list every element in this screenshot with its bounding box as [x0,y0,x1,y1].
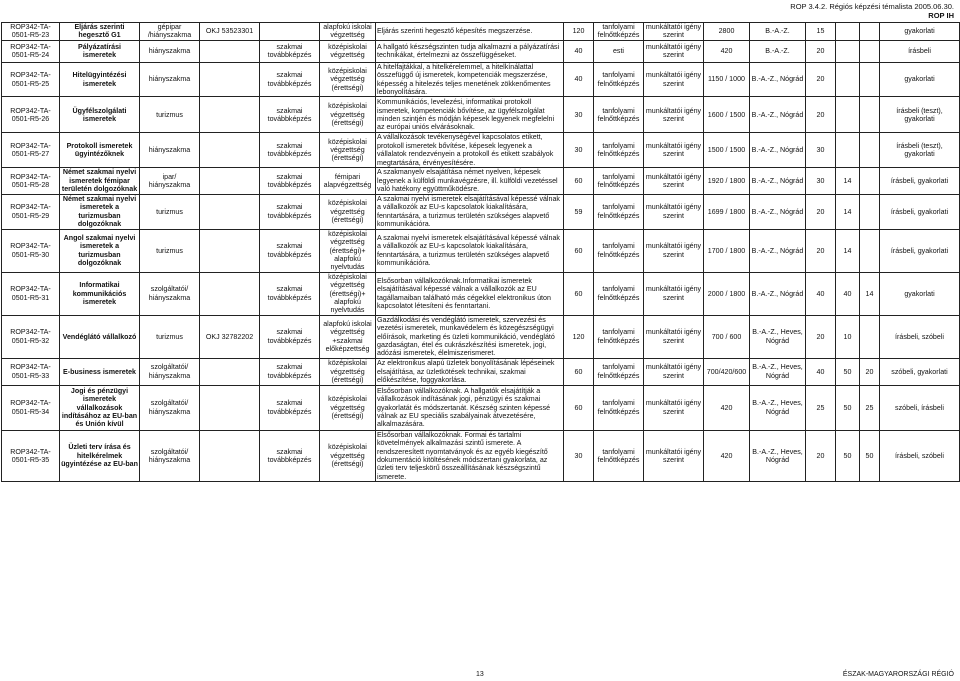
table-row [2,272,960,315]
cell-okj [200,385,260,430]
cell-value-2: 50 [836,358,860,385]
cell-need: munkáltatói igény szerint [644,133,704,168]
table-row [2,133,960,168]
cell-form: tanfolyami felnőttképzés [594,62,644,97]
cell-value-2 [836,97,860,133]
cell-groups: 40 [806,272,836,315]
table-row [2,430,960,481]
cell-headcount: 700/420/600 [704,358,750,385]
cell-county: B.-A.-Z. [750,40,806,62]
cell-groups: 15 [806,23,836,41]
cell-exam: gyakorlati [880,62,960,97]
cell-okj [200,62,260,97]
cell-description: Elsősorban vállalkozóknak. A hallgatók elsajátítják a vállalkozások indításának jogi, pénzügyi és szakmai gyakorlatát és módszertanát. Készség szinten képessé válnak az EU speciális szabályainak átvezetésére, alkalmazására. [376,385,564,430]
cell-prereq: középiskolai végzettség (érettségi) [320,62,376,97]
cell-prereq: alapfokú iskolai végzettség [320,23,376,41]
cell-type: szakmai továbbképzés [260,133,320,168]
cell-description: Az elektronikus alapú üzletek bonyolításának lépéseinek elsajátítása, az üzletkötések technikai, szakmai előkészítése, foggyakorlása. [376,358,564,385]
cell-okj [200,40,260,62]
cell-need: munkáltatói igény szerint [644,62,704,97]
cell-groups: 20 [806,97,836,133]
cell-name: Eljárás szerinti hegesztő G1 [60,23,140,41]
cell-type: szakmai továbbképzés [260,195,320,230]
cell-prereq: középiskolai végzettség (érettségi) [320,358,376,385]
cell-need: munkáltatói igény szerint [644,97,704,133]
cell-headcount: 1700 / 1800 [704,229,750,272]
cell-id: ROP342-TA-0501-R5-31 [2,272,60,315]
cell-exam: írásbeli, szóbeli [880,430,960,481]
cell-description: A szakmanyelv elsajátítása német nyelven, képesek legyenek a külföldi munkavégzésre, ill. külföldi vezetéssel való hatékony együttműködésre. [376,168,564,195]
cell-value-3 [860,62,880,97]
cell-branch: hiányszakma [140,40,200,62]
cell-prereq: alapfokú iskolai végzettség +szakmai előképzettség [320,315,376,358]
cell-type: szakmai továbbképzés [260,62,320,97]
cell-need: munkáltatói igény szerint [644,358,704,385]
cell-hours: 60 [564,272,594,315]
cell-value-3: 25 [860,385,880,430]
cell-type: szakmai továbbképzés [260,315,320,358]
cell-groups: 30 [806,133,836,168]
cell-hours: 40 [564,40,594,62]
cell-name: Hitelügyintézési ismeretek [60,62,140,97]
cell-name: E-business ismeretek [60,358,140,385]
cell-county: B.-A.-Z., Nógrád [750,229,806,272]
cell-hours: 120 [564,23,594,41]
cell-value-3 [860,133,880,168]
cell-value-3 [860,229,880,272]
cell-county: B.-A.-Z., Nógrád [750,133,806,168]
cell-groups: 30 [806,168,836,195]
cell-exam: írásbeli, gyakorlati [880,195,960,230]
cell-branch: turizmus [140,229,200,272]
cell-description: Gazdálkodási és vendéglátó ismeretek, szervezési és vezetési ismeretek, munkavédelem és közegészségügyi előírások, marketing és üzleti kommunikáció, vendéglátó gazdaságtan, étel és cukrászkészítési ismeretek, jogi, adózási ismeretek, élelmiszerismeret. [376,315,564,358]
cell-county: B.-A.-Z., Nógrád [750,272,806,315]
cell-groups: 20 [806,430,836,481]
cell-type [260,23,320,41]
cell-form: tanfolyami felnőttképzés [594,272,644,315]
cell-form: tanfolyami felnőttképzés [594,385,644,430]
cell-branch: hiányszakma [140,133,200,168]
table-row [2,97,960,133]
cell-county: B.-A.-Z., Heves, Nógrád [750,358,806,385]
cell-name: Üzleti terv írása és hitelkérelmek ügyintézése az EU-ban [60,430,140,481]
cell-value-3 [860,168,880,195]
cell-value-2: 10 [836,315,860,358]
cell-name: Informatikai kommunikációs ismeretek [60,272,140,315]
cell-exam: szóbeli, írásbeli [880,385,960,430]
cell-value-2: 14 [836,229,860,272]
cell-okj [200,358,260,385]
cell-need: munkáltatói igény szerint [644,168,704,195]
document-title: ROP 3.4.2. Régiós képzési témalista 2005.06.30. [790,2,954,11]
cell-id: ROP342-TA-0501-R5-34 [2,385,60,430]
cell-value-2: 14 [836,195,860,230]
cell-type: szakmai továbbképzés [260,229,320,272]
cell-type: szakmai továbbképzés [260,430,320,481]
cell-value-2: 40 [836,272,860,315]
cell-branch: szolgáltatói/ hiányszakma [140,430,200,481]
cell-id: ROP342-TA-0501-R5-30 [2,229,60,272]
cell-county: B.-A.-Z., Nógrád [750,168,806,195]
cell-prereq: középiskolai végzettség [320,40,376,62]
cell-value-2: 50 [836,385,860,430]
cell-headcount: 1600 / 1500 [704,97,750,133]
cell-form: tanfolyami felnőttképzés [594,168,644,195]
cell-branch: szolgáltatói/ hiányszakma [140,272,200,315]
cell-prereq: középiskolai végzettség (érettségi) [320,385,376,430]
cell-okj [200,272,260,315]
cell-groups: 40 [806,358,836,385]
cell-type: szakmai továbbképzés [260,272,320,315]
cell-exam: írásbeli, gyakorlati [880,168,960,195]
cell-county: B.-A.-Z., Nógrád [750,195,806,230]
cell-hours: 30 [564,430,594,481]
cell-id: ROP342-TA-0501-R5-24 [2,40,60,62]
cell-groups: 20 [806,315,836,358]
cell-type: szakmai továbbképzés [260,385,320,430]
cell-headcount: 420 [704,40,750,62]
cell-description: A szakmai nyelvi ismeretek elsajátításával képessé válnak a vállalkozók az EU-s kapcsolatok kiakalítására, fenntartására, a turizmus területén szükséges alapvető kommunikációra. [376,229,564,272]
cell-value-3 [860,195,880,230]
cell-form: tanfolyami felnőttképzés [594,358,644,385]
cell-groups: 20 [806,62,836,97]
cell-groups: 20 [806,229,836,272]
table-row [2,385,960,430]
document-tag: ROP IH [928,11,954,20]
cell-county: B.-A.-Z. [750,23,806,41]
cell-id: ROP342-TA-0501-R5-27 [2,133,60,168]
cell-description: A vállalkozások tevékenységével kapcsolatos etikett, protokoll ismeretek bővítése, képesek legyenek a vállalatok rendezvényein a protokoll és etikett szabályok megtartására, érvényesítésére. [376,133,564,168]
cell-prereq: középiskolai végzettség (érettségi) [320,97,376,133]
cell-id: ROP342-TA-0501-R5-25 [2,62,60,97]
table-row [2,168,960,195]
cell-name: Jogi és pénzügyi ismeretek vállalkozások indításához az EU-ban és Unión kívül [60,385,140,430]
cell-prereq: fémipari alapvégzettség [320,168,376,195]
cell-value-3: 50 [860,430,880,481]
cell-value-2 [836,62,860,97]
cell-name: Német szakmai nyelvi ismeretek a turizmusban dolgozóknak [60,195,140,230]
cell-groups: 20 [806,40,836,62]
cell-description: A szakmai nyelvi ismeretek elsajátításával képessé válnak a vállalkozók az EU-s kapcsolatok kiakalítására, fenntartására, a turizmus területén szükséges alapvető kommunikációra. [376,195,564,230]
cell-need: munkáltatói igény szerint [644,430,704,481]
cell-description: Elsősorban vállalkozóknak.Informatikai ismeretek elsajátításával képessé válnak a vállalkozók az EU tagállamaiban található más cégekkel elektronikus úton kapcsolatot létesíteni és fenntartani. [376,272,564,315]
table-row [2,358,960,385]
cell-id: ROP342-TA-0501-R5-26 [2,97,60,133]
cell-form: esti [594,40,644,62]
cell-type: szakmai továbbképzés [260,40,320,62]
cell-value-3 [860,23,880,41]
cell-prereq: középiskolai végzettség (érettségi)+ alapfokú nyelvtudás [320,272,376,315]
cell-exam: írásbeli, szóbeli [880,315,960,358]
cell-name: Protokoll ismeretek ügyintézőknek [60,133,140,168]
table-row [2,229,960,272]
cell-need: munkáltatói igény szerint [644,23,704,41]
cell-id: ROP342-TA-0501-R5-28 [2,168,60,195]
cell-branch: gépipar /hiányszakma [140,23,200,41]
cell-headcount: 2000 / 1800 [704,272,750,315]
cell-name: Pályázatírási ismeretek [60,40,140,62]
cell-groups: 20 [806,195,836,230]
cell-headcount: 1699 / 1800 [704,195,750,230]
cell-need: munkáltatói igény szerint [644,40,704,62]
table-body [2,23,960,482]
cell-hours: 30 [564,133,594,168]
cell-okj [200,195,260,230]
cell-okj: OKJ 53523301 [200,23,260,41]
cell-headcount: 2800 [704,23,750,41]
cell-okj [200,229,260,272]
cell-hours: 60 [564,385,594,430]
table-row [2,195,960,230]
cell-description: Elsősorban vállalkozóknak. Formai és tartalmi követelmények alkalmazási szintű ismerete. A rendszeresített nyomtatványok és az egyéb kiegészítő dokumentáció kitöltésének módszertani gyakorlata, az üzleti terv teljeskörű összeállításának készségszintű ismerete. [376,430,564,481]
cell-value-2 [836,133,860,168]
table-row [2,62,960,97]
cell-need: munkáltatói igény szerint [644,385,704,430]
cell-need: munkáltatói igény szerint [644,195,704,230]
cell-exam: írásbeli, gyakorlati [880,229,960,272]
cell-okj [200,168,260,195]
cell-branch: turizmus [140,97,200,133]
cell-prereq: középiskolai végzettség (érettségi) [320,430,376,481]
cell-exam: írásbeli [880,40,960,62]
cell-county: B.-A.-Z., Nógrád [750,97,806,133]
cell-form: tanfolyami felnőttképzés [594,195,644,230]
cell-name: Német szakmai nyelvi ismeretek fémipar területén dolgozóknak [60,168,140,195]
cell-type: szakmai továbbképzés [260,358,320,385]
cell-prereq: középiskolai végzettség (érettségi) [320,133,376,168]
cell-type: szakmai továbbképzés [260,168,320,195]
cell-form: tanfolyami felnőttképzés [594,133,644,168]
cell-description: Kommunikációs, levelezési, informatikai protokoll ismeretek, kompetenciák bővítése, az ügyfélszolgálat minden szintjén és módján képesek legyenek megfelelni az európai uniós elvárásoknak. [376,97,564,133]
cell-headcount: 1150 / 1000 [704,62,750,97]
cell-form: tanfolyami felnőttképzés [594,229,644,272]
cell-hours: 60 [564,168,594,195]
cell-hours: 60 [564,358,594,385]
cell-value-3: 20 [860,358,880,385]
cell-okj: OKJ 32782202 [200,315,260,358]
cell-headcount: 420 [704,430,750,481]
cell-form: tanfolyami felnőttképzés [594,430,644,481]
table-row [2,40,960,62]
cell-headcount: 700 / 600 [704,315,750,358]
cell-need: munkáltatói igény szerint [644,229,704,272]
cell-groups: 25 [806,385,836,430]
cell-branch: hiányszakma [140,62,200,97]
cell-hours: 59 [564,195,594,230]
cell-county: B.-A.-Z., Heves, Nógrád [750,385,806,430]
cell-hours: 30 [564,97,594,133]
cell-exam: gyakorlati [880,23,960,41]
cell-branch: szolgáltatói/ hiányszakma [140,358,200,385]
cell-exam: írásbeli (teszt), gyakorlati [880,133,960,168]
cell-value-3 [860,97,880,133]
cell-value-2: 14 [836,168,860,195]
cell-value-2 [836,23,860,41]
cell-id: ROP342-TA-0501-R5-23 [2,23,60,41]
cell-value-2: 50 [836,430,860,481]
cell-prereq: középiskolai végzettség (érettségi)+ alapfokú nyelvtudás [320,229,376,272]
cell-hours: 60 [564,229,594,272]
cell-headcount: 1920 / 1800 [704,168,750,195]
table-row [2,315,960,358]
cell-description: A hitelfajtákkal, a hitelkérelemmel, a hitelkínálattal összefüggő új ismeretek, kompetenciák megszerzése, képesség a hitelezés teljes menetének zökkenőmentes lebonyolítására. [376,62,564,97]
cell-need: munkáltatói igény szerint [644,315,704,358]
cell-branch: turizmus [140,315,200,358]
cell-value-2 [836,40,860,62]
cell-county: B.-A.-Z., Heves, Nógrád [750,430,806,481]
cell-exam: írásbeli (teszt), gyakorlati [880,97,960,133]
cell-type: szakmai továbbképzés [260,97,320,133]
cell-value-3 [860,40,880,62]
cell-id: ROP342-TA-0501-R5-29 [2,195,60,230]
cell-name: Ügyfélszolgálati ismeretek [60,97,140,133]
cell-value-3: 14 [860,272,880,315]
cell-okj [200,430,260,481]
table-row [2,23,960,41]
cell-branch: turizmus [140,195,200,230]
cell-id: ROP342-TA-0501-R5-35 [2,430,60,481]
cell-description: A hallgató készségszinten tudja alkalmazni a pályázatírási technikákat, értelmezni az összefüggéseket. [376,40,564,62]
cell-headcount: 1500 / 1500 [704,133,750,168]
document-header [790,2,954,20]
cell-hours: 40 [564,62,594,97]
cell-headcount: 420 [704,385,750,430]
cell-need: munkáltatói igény szerint [644,272,704,315]
cell-form: tanfolyami felnőttképzés [594,23,644,41]
cell-form: tanfolyami felnőttképzés [594,315,644,358]
cell-okj [200,97,260,133]
region-footer: ÉSZAK-MAGYARORSZÁGI RÉGIÓ [842,671,954,678]
cell-branch: szolgáltatói/ hiányszakma [140,385,200,430]
cell-name: Angol szakmai nyelvi ismeretek a turizmusban dolgozóknak [60,229,140,272]
cell-exam: szóbeli, gyakorlati [880,358,960,385]
cell-county: B.-A.-Z., Nógrád [750,62,806,97]
cell-description: Eljárás szerinti hegesztő képesítés megszerzése. [376,23,564,41]
cell-value-3 [860,315,880,358]
cell-form: tanfolyami felnőttképzés [594,97,644,133]
cell-hours: 120 [564,315,594,358]
page-number: 13 [476,671,484,678]
cell-exam: gyakorlati [880,272,960,315]
cell-name: Vendéglátó vállalkozó [60,315,140,358]
cell-branch: ipar/ hiányszakma [140,168,200,195]
training-topics-table [1,22,960,482]
cell-prereq: középiskolai végzettség (érettségi) [320,195,376,230]
cell-id: ROP342-TA-0501-R5-32 [2,315,60,358]
cell-county: B.-A.-Z., Heves, Nógrád [750,315,806,358]
cell-okj [200,133,260,168]
cell-id: ROP342-TA-0501-R5-33 [2,358,60,385]
